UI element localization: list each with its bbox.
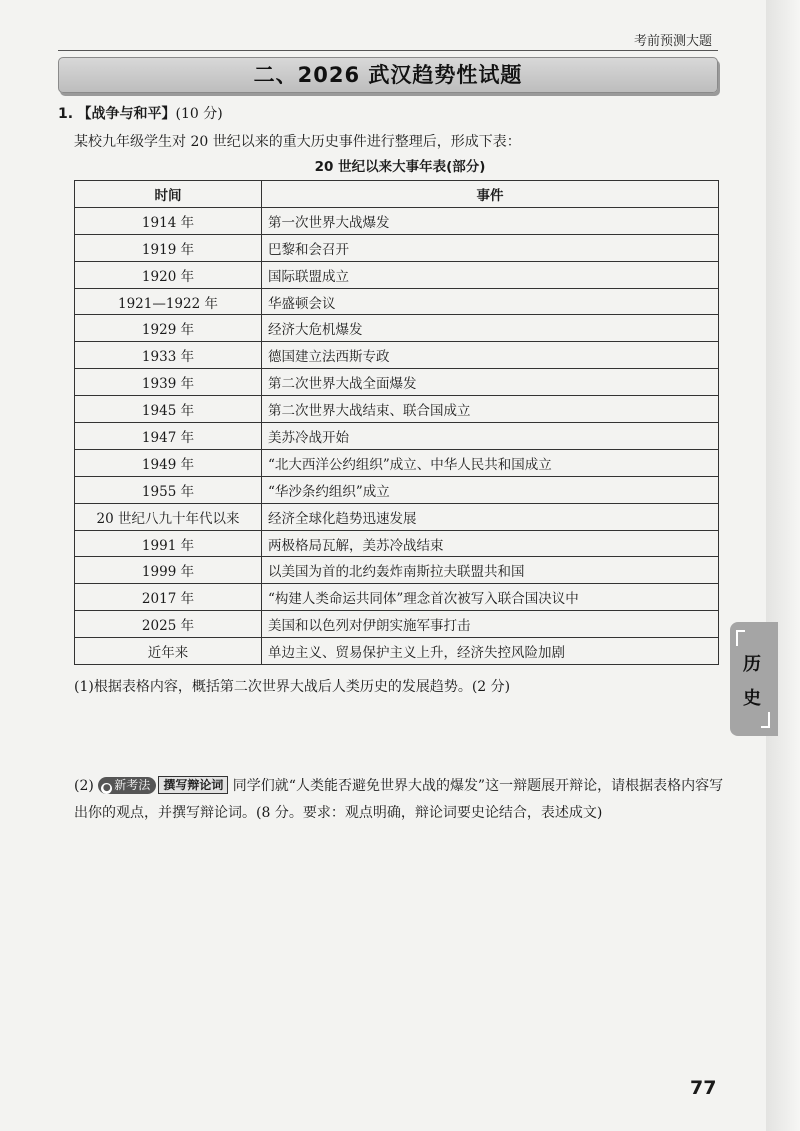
question-intro: 某校九年级学生对 20 世纪以来的重大历史事件进行整理后，形成下表：	[74, 134, 521, 150]
table-cell-time: 1945 年	[75, 396, 262, 423]
table-row	[75, 638, 719, 665]
table-cell-time: 1919 年	[75, 234, 262, 261]
sub-question-2	[74, 773, 724, 827]
table-row	[75, 288, 719, 315]
table-cell-event: 第二次世界大战结束、联合国成立	[262, 396, 719, 423]
subject-char-1: 历	[743, 654, 761, 675]
table-row	[75, 423, 719, 450]
table-cell-time: 20 世纪八九十年代以来	[75, 503, 262, 530]
table-cell-event: “构建人类命运共同体”理念首次被写入联合国决议中	[262, 584, 719, 611]
table-cell-time: 1955 年	[75, 476, 262, 503]
table-row	[75, 476, 719, 503]
table-row	[75, 234, 719, 261]
sub-question-2-number: (2)	[74, 778, 94, 794]
table-cell-time: 1991 年	[75, 530, 262, 557]
sub-question-1: (1)根据表格内容，概括第二次世界大战后人类历史的发展趋势。(2 分)	[74, 679, 511, 695]
table-caption: 20 世纪以来大事年表(部分)	[314, 159, 486, 175]
table-cell-event: 美国和以色列对伊朗实施军事打击	[262, 611, 719, 638]
table-cell-event: 第一次世界大战爆发	[262, 207, 719, 234]
table-cell-event: 巴黎和会召开	[262, 234, 719, 261]
table-cell-time: 1939 年	[75, 369, 262, 396]
table-cell-event: 单边主义、贸易保护主义上升，经济失控风险加剧	[262, 638, 719, 665]
table-header-row	[75, 181, 719, 208]
section-title: 二、2026 武汉趋势性试题	[253, 63, 523, 87]
table-cell-event: “北大西洋公约组织”成立、中华人民共和国成立	[262, 449, 719, 476]
table-cell-event: 美苏冷战开始	[262, 423, 719, 450]
table-cell-time: 1920 年	[75, 261, 262, 288]
column-header-time: 时间	[75, 181, 262, 208]
table-cell-event: 以美国为首的北约轰炸南斯拉夫联盟共和国	[262, 557, 719, 584]
events-table-body	[75, 207, 719, 664]
table-row	[75, 207, 719, 234]
table-row	[75, 584, 719, 611]
question-topic: 【战争与和平】	[77, 106, 176, 122]
bracket-top-left-icon	[736, 630, 745, 646]
table-cell-time: 1947 年	[75, 423, 262, 450]
table-cell-time: 1933 年	[75, 342, 262, 369]
subject-side-tab	[730, 622, 778, 736]
table-row	[75, 342, 719, 369]
column-header-event: 事件	[262, 181, 719, 208]
page-number: 77	[690, 1077, 717, 1099]
task-type-badge: 撰写辩论词	[158, 776, 228, 794]
question-score: (10 分)	[175, 106, 223, 122]
table-cell-time: 近年来	[75, 638, 262, 665]
bracket-bottom-right-icon	[761, 712, 770, 728]
table-cell-time: 1999 年	[75, 557, 262, 584]
table-row	[75, 315, 719, 342]
table-row	[75, 396, 719, 423]
table-cell-time: 1929 年	[75, 315, 262, 342]
new-method-badge	[98, 777, 156, 794]
question-number: 1.	[58, 106, 74, 122]
table-cell-event: 德国建立法西斯专政	[262, 342, 719, 369]
table-row	[75, 530, 719, 557]
table-cell-event: 经济全球化趋势迅速发展	[262, 503, 719, 530]
new-method-label: 新考法	[114, 778, 151, 792]
table-row	[75, 611, 719, 638]
header-rule	[58, 50, 718, 51]
table-cell-event: “华沙条约组织”成立	[262, 476, 719, 503]
table-cell-time: 2017 年	[75, 584, 262, 611]
table-row	[75, 449, 719, 476]
table-row	[75, 503, 719, 530]
table-cell-event: 经济大危机爆发	[262, 315, 719, 342]
question-heading	[58, 103, 223, 123]
table-cell-time: 1921—1922 年	[75, 288, 262, 315]
events-table	[74, 180, 719, 665]
table-cell-time: 2025 年	[75, 611, 262, 638]
subject-char-2: 史	[743, 688, 761, 709]
section-title-banner	[58, 57, 718, 93]
table-row	[75, 261, 719, 288]
table-cell-event: 两极格局瓦解，美苏冷战结束	[262, 530, 719, 557]
lightbulb-icon: ●	[102, 783, 111, 793]
table-row	[75, 557, 719, 584]
table-cell-event: 华盛顿会议	[262, 288, 719, 315]
table-row	[75, 369, 719, 396]
sub-question-2-text: 同学们就“人类能否避免世界大战的爆发”这一辩题展开辩论，请根据表格内容写出你的观点，并撰写辩论词。(8 分。要求：观点明确，辩论词要史论结合，表述成文)	[74, 778, 724, 821]
table-cell-event: 国际联盟成立	[262, 261, 719, 288]
table-cell-time: 1914 年	[75, 207, 262, 234]
table-cell-event: 第二次世界大战全面爆发	[262, 369, 719, 396]
running-header: 考前预测大题	[633, 34, 712, 49]
table-cell-time: 1949 年	[75, 449, 262, 476]
